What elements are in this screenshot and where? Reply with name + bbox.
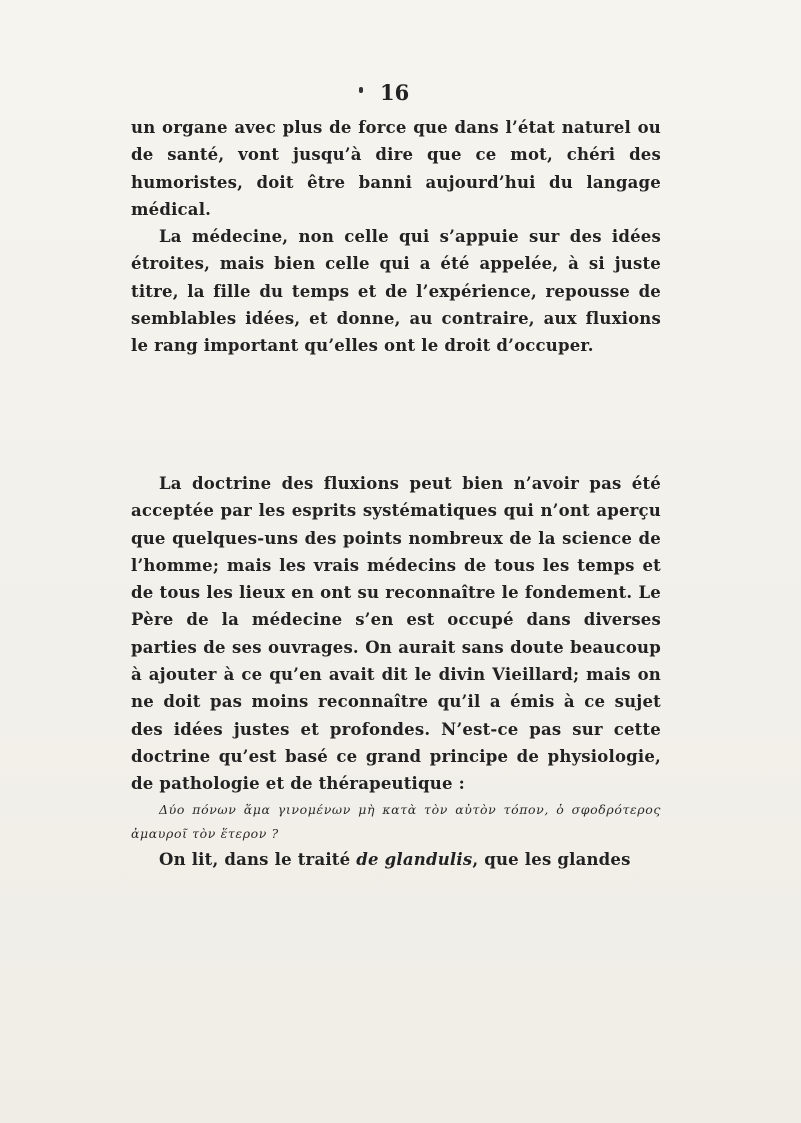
- page-number: 16: [380, 80, 410, 105]
- paragraph-continuation: un organe avec plus de force que dans l’état naturel ou de santé, vont jusqu’à dire que ce mot, chéri des humoristes, doit être banni aujourd’hui du langage médical.: [131, 118, 661, 219]
- glandulis-title: de glandulis: [356, 849, 473, 869]
- glandulis-prefix: On lit, dans le traité: [159, 849, 357, 869]
- text-block-top: [131, 114, 661, 360]
- glandulis-suffix: , que les glandes: [472, 849, 631, 869]
- paragraph-medicine: La médecine, non celle qui s’appuie sur des idées étroites, mais bien celle qui a été appelée, à si juste titre, la fille du temps et de l’expérience, repousse de semblables idées, et donne, au contraire, aux fluxions le rang important qu’elles ont le droit d’occuper.: [131, 227, 661, 356]
- paragraph-fluxions-doctrine: La doctrine des fluxions peut bien n’avoir pas été acceptée par les esprits systématiques qui n’ont aperçu que quelques-uns des points nombreux de la science de l’homme; mais les vrais médecins de tous les temps et de tous les lieux en ont su reconnaître le fondement. Le Père de la médecine s’en est occupé dans diverses parties de ses ouvrages. On aurait sans doute beaucoup à ajouter à ce qu’en avait dit le divin Vieillard; mais on ne doit pas moins reconnaître qu’il a émis à ce sujet des idées justes et profondes. N’est-ce pas sur cette doctrine qu’est basé ce grand principe de physiologie, de pathologie et de thérapeutique :: [131, 474, 661, 794]
- paragraph-glandulis: [131, 846, 661, 873]
- ink-mark: [359, 87, 363, 93]
- text-block-bottom: [131, 470, 661, 873]
- greek-quotation: Δύο πόνων ἅμα γινομένων μὴ κατὰ τὸν αὐτὸν τόπον, ὁ σφοδρότερος ἀμαυροῖ τὸν ἕτερον ?: [131, 801, 661, 841]
